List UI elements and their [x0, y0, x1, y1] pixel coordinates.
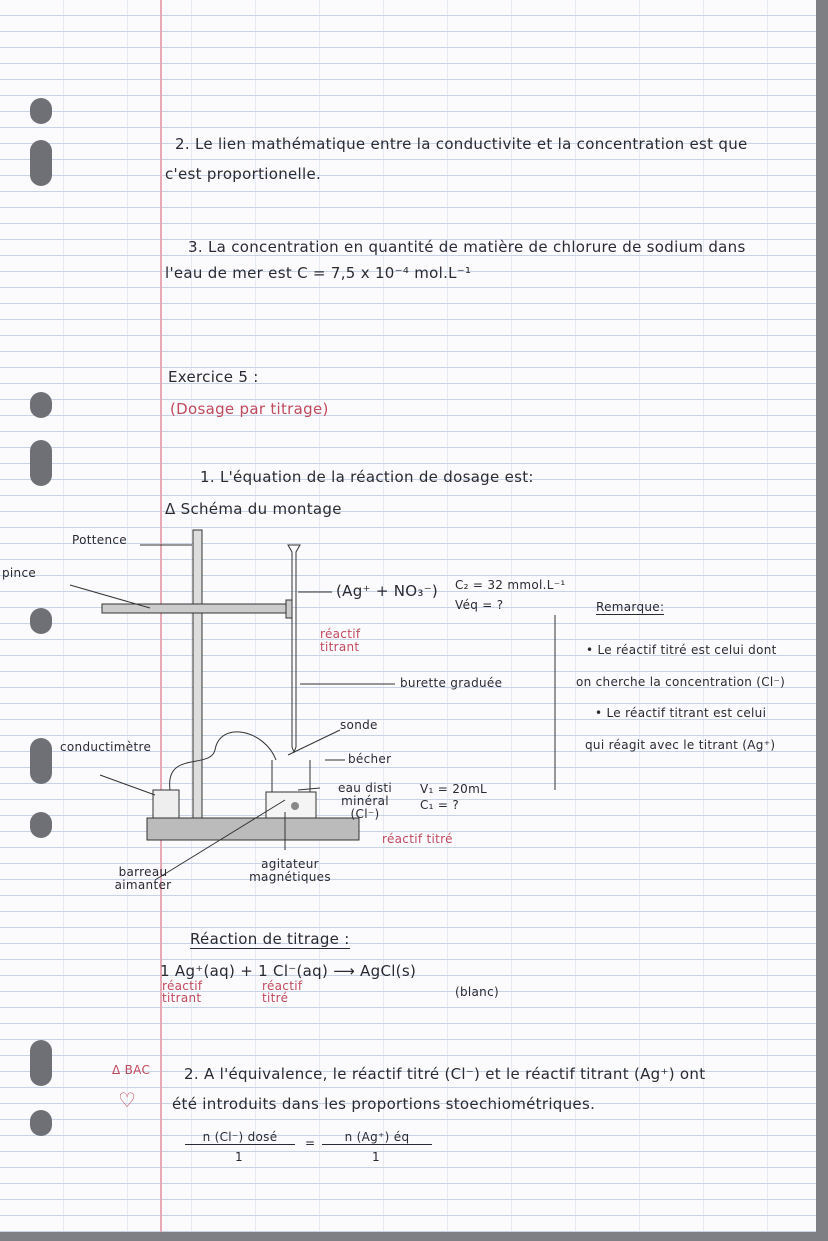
q2b-line1: 2. A l'équivalence, le réactif titré (Cl⁻) et le réactif titrant (Ag⁺) ont	[184, 1065, 706, 1083]
remarque-title: Remarque:	[596, 600, 665, 614]
label-c1: C₁ = ?	[420, 798, 460, 812]
eq-lhs: n (Cl⁻) dosé	[185, 1130, 295, 1145]
reaction-equation: 1 Ag⁺(aq) + 1 Cl⁻(aq) ⟶ AgCl(s)	[160, 962, 417, 980]
remarque-line4: qui réagit avec le titrant (Ag⁺)	[585, 738, 776, 752]
q2-line2: c'est proportionelle.	[165, 165, 322, 183]
heart-icon: ♡	[118, 1088, 137, 1112]
q3-formula: C = 7,5 x 10⁻⁴ mol.L⁻¹	[297, 264, 472, 282]
label-pince: pince	[2, 566, 37, 580]
exercise-title: Exercice 5 :	[168, 368, 259, 386]
q2b-line2: été introduits dans les proportions stoechiométriques.	[172, 1095, 596, 1113]
label-conductimetre: conductimètre	[60, 740, 152, 754]
label-sonde: sonde	[340, 718, 378, 732]
label-eau: eau disti minéral (Cl⁻)	[337, 781, 393, 821]
remarque-line2: on cherche la concentration (Cl⁻)	[576, 675, 786, 689]
label-potence: Pottence	[72, 533, 127, 547]
label-reactif-titre: réactif titré	[382, 832, 453, 846]
remarque-line1: • Le réactif titré est celui dont	[586, 643, 777, 657]
reaction-titrant-label: réactif titrant	[162, 979, 203, 1005]
label-barreau: barreau aimanter	[114, 865, 172, 892]
q3-line1: 3. La concentration en quantité de matière de chlorure de sodium dans	[188, 238, 746, 256]
label-reactif-titrant: réactif titrant	[320, 627, 361, 654]
q2-line1: 2. Le lien mathématique entre la conductivite et la concentration est que	[175, 135, 748, 153]
label-burette: burette graduée	[400, 676, 503, 690]
exercise-subtitle: (Dosage par titrage)	[170, 400, 329, 418]
eq-den1: 1	[235, 1150, 243, 1164]
schema-title: Δ Schéma du montage	[165, 500, 342, 518]
q3-line2-text: l'eau de mer est	[165, 264, 293, 282]
eq-sign: =	[305, 1136, 316, 1150]
label-veq: Véq = ?	[455, 598, 504, 612]
reaction-titre-label: réactif titré	[262, 979, 303, 1005]
eq-rhs: n (Ag⁺) éq	[322, 1130, 432, 1145]
q1-text: 1. L'équation de la réaction de dosage est:	[200, 468, 534, 486]
reaction-blanc: (blanc)	[455, 985, 499, 999]
eq-den2: 1	[372, 1150, 380, 1164]
reaction-title: Réaction de titrage :	[190, 930, 350, 948]
label-v1: V₁ = 20mL	[420, 782, 488, 796]
label-titrant-solution: (Ag⁺ + NO₃⁻)	[336, 582, 439, 600]
label-becher: bécher	[348, 752, 392, 766]
label-c2: C₂ = 32 mmol.L⁻¹	[455, 578, 566, 592]
bac-label: Δ BAC	[112, 1063, 151, 1077]
remarque-line3: • Le réactif titrant est celui	[595, 706, 767, 720]
label-agitateur: agitateur magnétiques	[249, 857, 331, 884]
